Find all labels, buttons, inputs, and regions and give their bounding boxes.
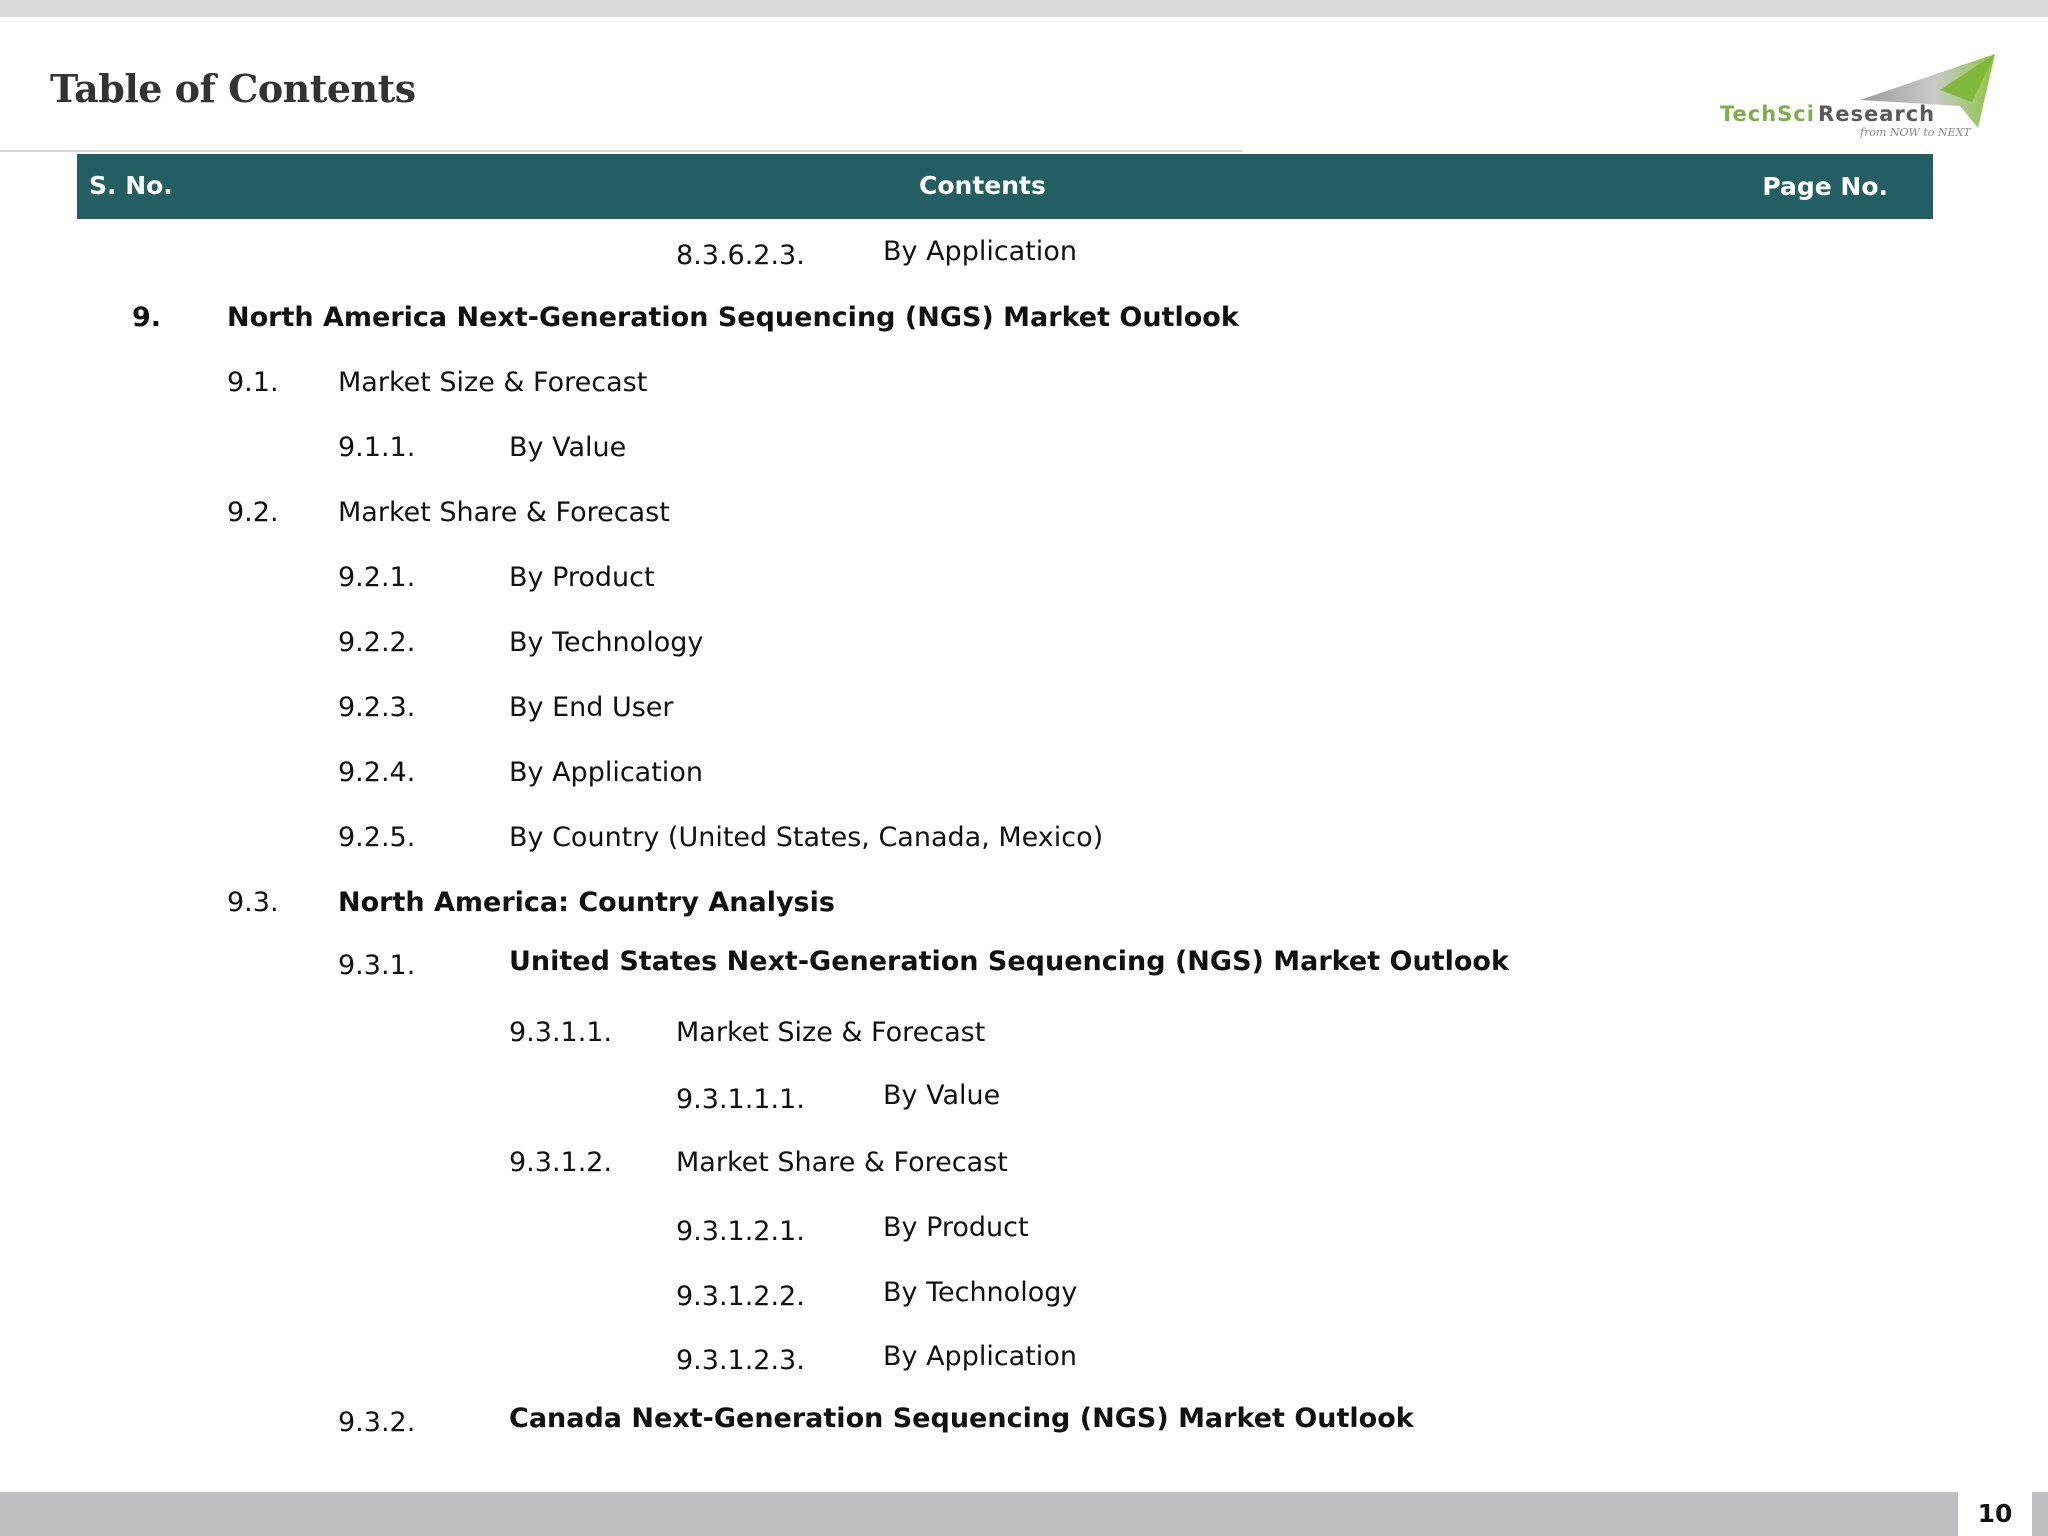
toc-entry-number: 9.1.1. — [338, 432, 416, 463]
toc-entry-number: 8.3.6.2.3. — [676, 240, 805, 271]
top-bar — [0, 0, 2048, 17]
toc-entry-number: 9.3.1.2.1. — [676, 1216, 805, 1247]
toc-entry-text: Market Share & Forecast — [676, 1147, 1008, 1178]
table-header — [77, 154, 1933, 219]
toc-entry-text: United States Next-Generation Sequencing (NGS) Market Outlook — [509, 946, 1509, 977]
toc-entry-number: 9.2.2. — [338, 627, 416, 658]
toc-entry-number: 9.3.1. — [338, 950, 416, 981]
page-title: Table of Contents — [50, 66, 416, 111]
toc-entry-text: By Value — [883, 1080, 1001, 1111]
toc-entry-number: 9.2.5. — [338, 822, 416, 853]
toc-entry-text: By Application — [509, 757, 703, 788]
toc-entry-number: 9.2.3. — [338, 692, 416, 723]
toc-entry-number: 9.3.1.1. — [509, 1017, 613, 1048]
toc-entry-text: By Country (United States, Canada, Mexico) — [509, 822, 1104, 853]
toc-entry-text: Market Size & Forecast — [676, 1017, 986, 1048]
logo-tagline: from NOW to NEXT — [1860, 126, 1971, 139]
toc-entry-number: 9. — [132, 302, 162, 333]
header-sno: S. No. — [89, 171, 173, 200]
header-contents: Contents — [919, 171, 1046, 200]
toc-entry-number: 9.3. — [227, 887, 279, 918]
toc-entry-text: North America: Country Analysis — [338, 887, 835, 918]
toc-entry-text: Market Size & Forecast — [338, 367, 648, 398]
toc-entry-text: By End User — [509, 692, 674, 723]
header-page-no: Page No. — [1762, 172, 1888, 201]
toc-entry-number: 9.2. — [227, 497, 279, 528]
toc-entry-text: By Value — [509, 432, 627, 463]
toc-entry-number: 9.2.4. — [338, 757, 416, 788]
toc-entry-number: 9.3.1.2.2. — [676, 1281, 805, 1312]
toc-entry-text: By Application — [883, 236, 1077, 267]
page-number: 10 — [1958, 1492, 2032, 1536]
toc-entry-text: North America Next-Generation Sequencing (NGS) Market Outlook — [227, 302, 1239, 333]
toc-entry-number: 9.3.2. — [338, 1407, 416, 1438]
toc-entry-number: 9.2.1. — [338, 562, 416, 593]
toc-entry-text: Market Share & Forecast — [338, 497, 670, 528]
toc-entry-number: 9.1. — [227, 367, 279, 398]
toc-entry-text: By Product — [509, 562, 655, 593]
logo-wordmark: TechSci Research — [1720, 102, 1936, 126]
toc-entry-text: By Product — [883, 1212, 1029, 1243]
toc-entry-text: By Technology — [509, 627, 704, 658]
footer-bar — [0, 1492, 1958, 1536]
toc-entry-number: 9.3.1.2.3. — [676, 1345, 805, 1376]
toc-entry-number: 9.3.1.1.1. — [676, 1084, 805, 1115]
techsci-research-logo — [1710, 50, 2000, 145]
title-divider — [0, 150, 1242, 152]
toc-entry-text: By Technology — [883, 1277, 1078, 1308]
footer-bar-end — [2032, 1492, 2048, 1536]
toc-entry-text: By Application — [883, 1341, 1077, 1372]
toc-entry-number: 9.3.1.2. — [509, 1147, 613, 1178]
toc-entry-text: Canada Next-Generation Sequencing (NGS) Market Outlook — [509, 1403, 1414, 1434]
